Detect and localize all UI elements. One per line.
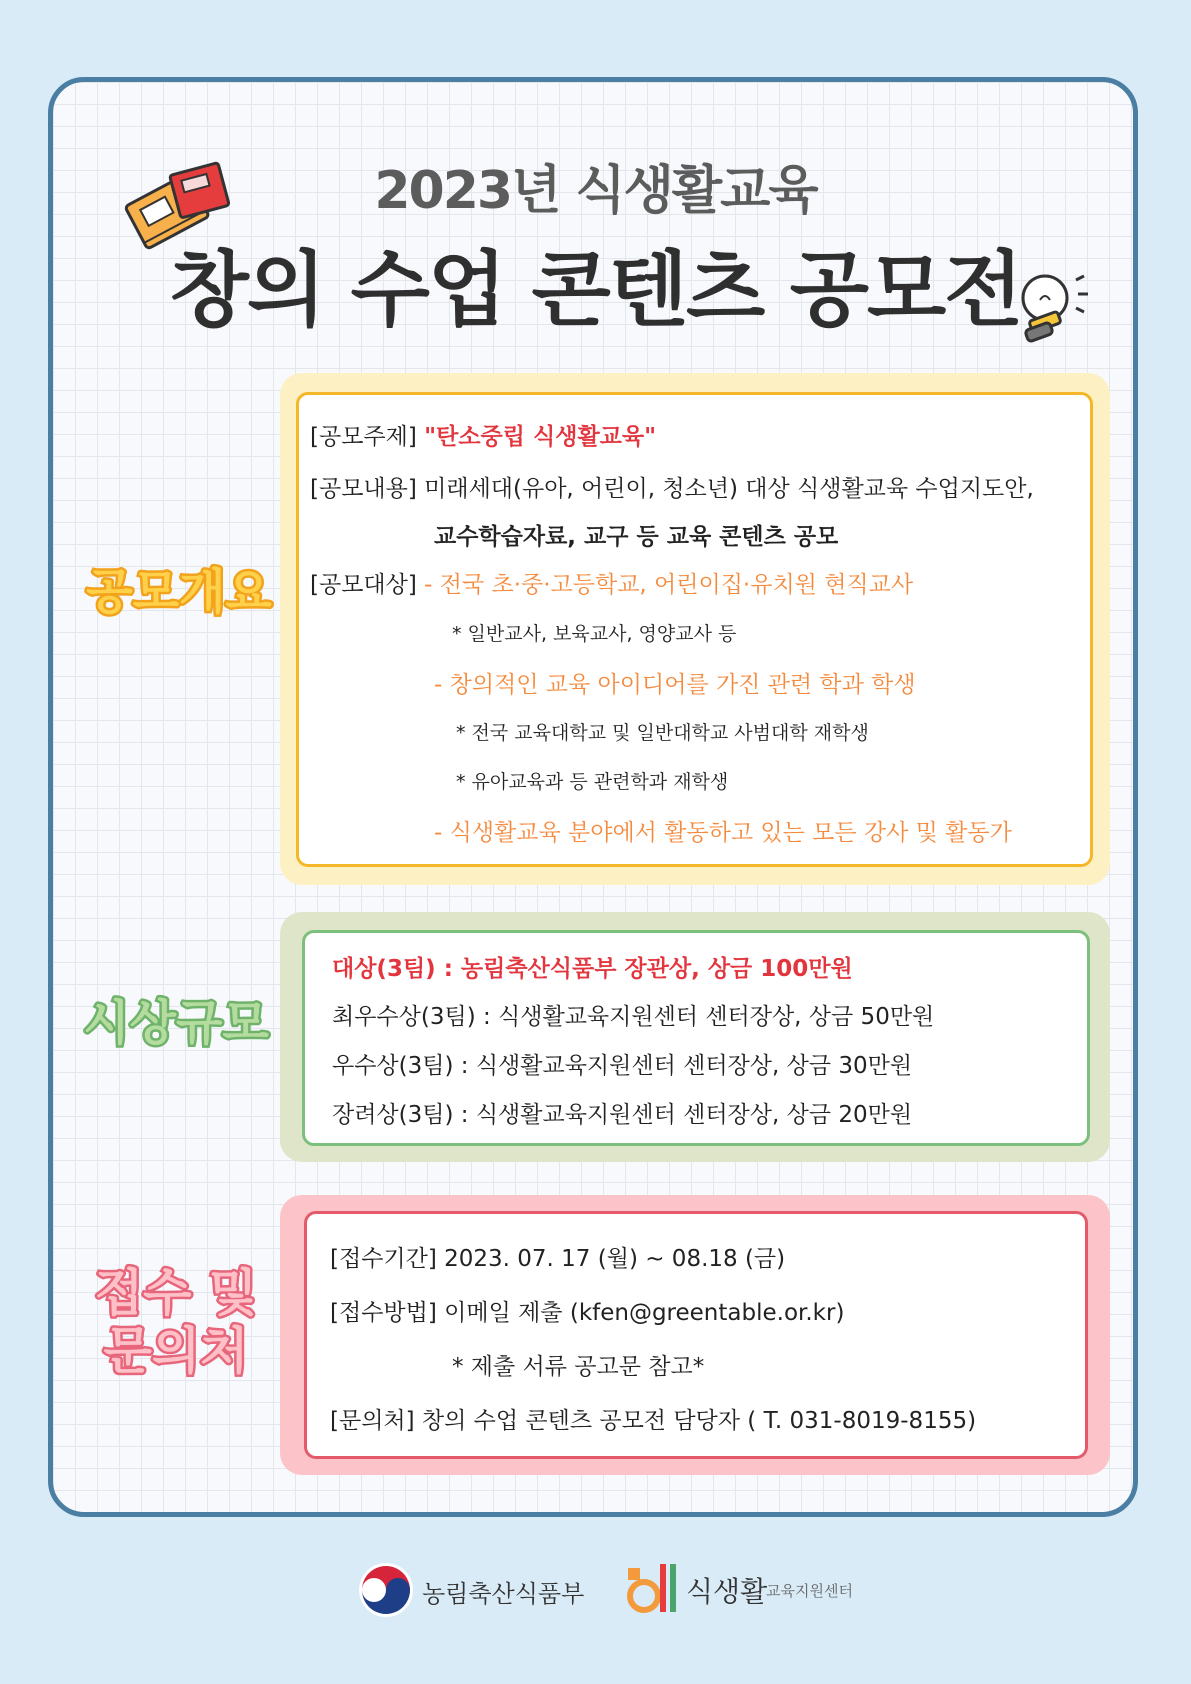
target-tag: [공모대상] [310, 572, 417, 598]
content-row [310, 470, 1034, 503]
overview-label: 공모개요 [86, 564, 272, 620]
page-title: 창의 수업 콘텐츠 공모전 [169, 243, 1022, 338]
target-2-note-2: * 유아교육과 등 관련학과 재학생 [456, 771, 729, 793]
submission-label-line-2: 문의처 [103, 1321, 249, 1380]
award-encouragement: 장려상(3팀) : 식생활교육지원센터 센터장상, 상금 20만원 [332, 1102, 913, 1128]
center-logo-icon [626, 1560, 678, 1616]
target-row [310, 566, 913, 599]
taegeuk-icon [358, 1562, 414, 1618]
submission-label [86, 1265, 266, 1380]
submission-period: [접수기간] 2023. 07. 17 (월) ~ 08.18 (금) [330, 1246, 786, 1272]
theme-tag: [공모주제] [310, 424, 417, 450]
awards-label: 시상규모 [83, 995, 269, 1051]
target-1: - 전국 초·중·고등학교, 어린이집·유치원 현직교사 [424, 572, 914, 598]
content-tag: [공모내용] [310, 476, 417, 502]
award-merit: 우수상(3팀) : 식생활교육지원센터 센터장상, 상금 30만원 [332, 1053, 913, 1079]
center-name-sub: 교육지원센터 [766, 1582, 853, 1600]
theme-row [310, 418, 656, 451]
target-2: - 창의적인 교육 아이디어를 가진 관련 학과 학생 [434, 672, 916, 698]
target-3: - 식생활교육 분야에서 활동하고 있는 모든 강사 및 활동가 [434, 820, 1012, 846]
award-excellence: 최우수상(3팀) : 식생활교육지원센터 센터장상, 상금 50만원 [332, 1004, 935, 1030]
content-line-2: 교수학습자료, 교구 등 교육 콘텐츠 공모 [434, 524, 839, 550]
center-name-main: 식생활 [686, 1575, 768, 1608]
submission-label-line-1: 접수 및 [94, 1264, 258, 1322]
ministry-name: 농림축산식품부 [422, 1580, 585, 1608]
content-line-1: 미래세대(유아, 어린이, 청소년) 대상 식생활교육 수업지도안, [424, 476, 1034, 502]
ministry-logo [358, 1560, 588, 1620]
center-logo [626, 1560, 876, 1620]
submission-contact: [문의처] 창의 수업 콘텐츠 공모전 담당자 ( T. 031-8019-8155) [330, 1408, 977, 1434]
title-year: 2023년 식생활교육 [374, 161, 817, 221]
submission-note: * 제출 서류 공고문 참고* [452, 1354, 705, 1380]
target-1-note: * 일반교사, 보육교사, 영양교사 등 [452, 623, 737, 645]
target-2-note-1: * 전국 교육대학교 및 일반대학교 사범대학 재학생 [456, 722, 869, 744]
award-grand: 대상(3팀) : 농림축산식품부 장관상, 상금 100만원 [332, 956, 853, 982]
submission-method: [접수방법] 이메일 제출 (kfen@greentable.or.kr) [330, 1300, 845, 1326]
theme-value: "탄소중립 식생활교육" [424, 424, 657, 450]
